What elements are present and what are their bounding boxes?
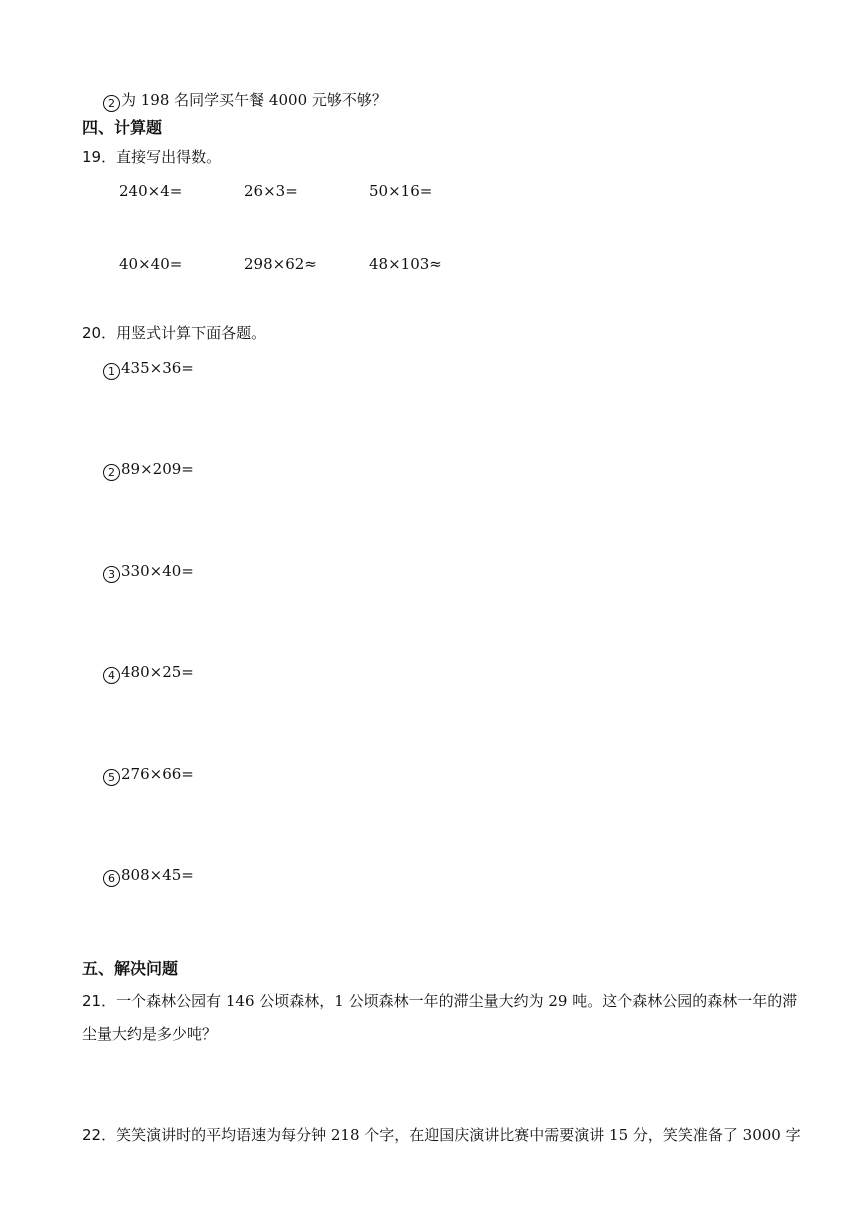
q20-item xyxy=(103,358,194,380)
q21-number: 21． xyxy=(82,992,117,1010)
q20-item xyxy=(103,662,194,684)
q22-body: 笑笑演讲时的平均语速为每分钟 218 个字，在迎国庆演讲比赛中需要演讲 15 分，笑笑准备了 3000 字 xyxy=(116,1126,801,1144)
q20-item xyxy=(103,764,194,786)
q20-item-expr: 89×209= xyxy=(121,460,194,478)
q19-number: 19． xyxy=(82,148,117,166)
q19-item: 240×4= xyxy=(119,182,183,200)
q20-item xyxy=(103,459,194,481)
q19-prompt xyxy=(82,147,221,167)
q20-prompt-text: 用竖式计算下面各题。 xyxy=(116,324,267,342)
q19-item: 50×16= xyxy=(369,182,433,200)
q20-number: 20． xyxy=(82,324,117,342)
q21-body: 一个森林公园有 146 公顷森林，1 公顷森林一年的滞尘量大约为 29 吨。这个森林公园的森林一年的滞尘量大约是多少吨？ xyxy=(82,992,798,1043)
circled-number-marker: 1 xyxy=(103,363,120,380)
q19-item: 26×3= xyxy=(244,182,298,200)
q20-item xyxy=(103,865,194,887)
q20-item xyxy=(103,561,194,583)
section-5-heading: 五、解决问题 xyxy=(82,959,179,978)
q20-item-expr: 276×66= xyxy=(121,765,194,783)
q21-text xyxy=(82,985,808,1051)
q19-item: 48×103≈ xyxy=(369,255,442,273)
q18-part2-text: 为 198 名同学买午餐 4000 元够不够？ xyxy=(121,91,387,109)
q19-prompt-text: 直接写出得数。 xyxy=(116,148,222,166)
q22-number: 22． xyxy=(82,1126,117,1144)
q20-item-expr: 330×40= xyxy=(121,562,194,580)
q20-item-expr: 808×45= xyxy=(121,866,194,884)
circled-number-marker: 5 xyxy=(103,769,120,786)
section-4-heading: 四、计算题 xyxy=(82,118,163,137)
q19-item: 40×40= xyxy=(119,255,183,273)
circled-number-marker: 6 xyxy=(103,870,120,887)
q18-part2 xyxy=(103,90,387,112)
q22-text xyxy=(82,1125,801,1145)
circled-number-marker: 2 xyxy=(103,464,120,481)
q20-item-expr: 435×36= xyxy=(121,359,194,377)
q20-prompt xyxy=(82,323,266,343)
circled-number-marker: 2 xyxy=(103,95,120,112)
circled-number-marker: 3 xyxy=(103,566,120,583)
circled-number-marker: 4 xyxy=(103,667,120,684)
q19-item: 298×62≈ xyxy=(244,255,317,273)
q20-item-expr: 480×25= xyxy=(121,663,194,681)
